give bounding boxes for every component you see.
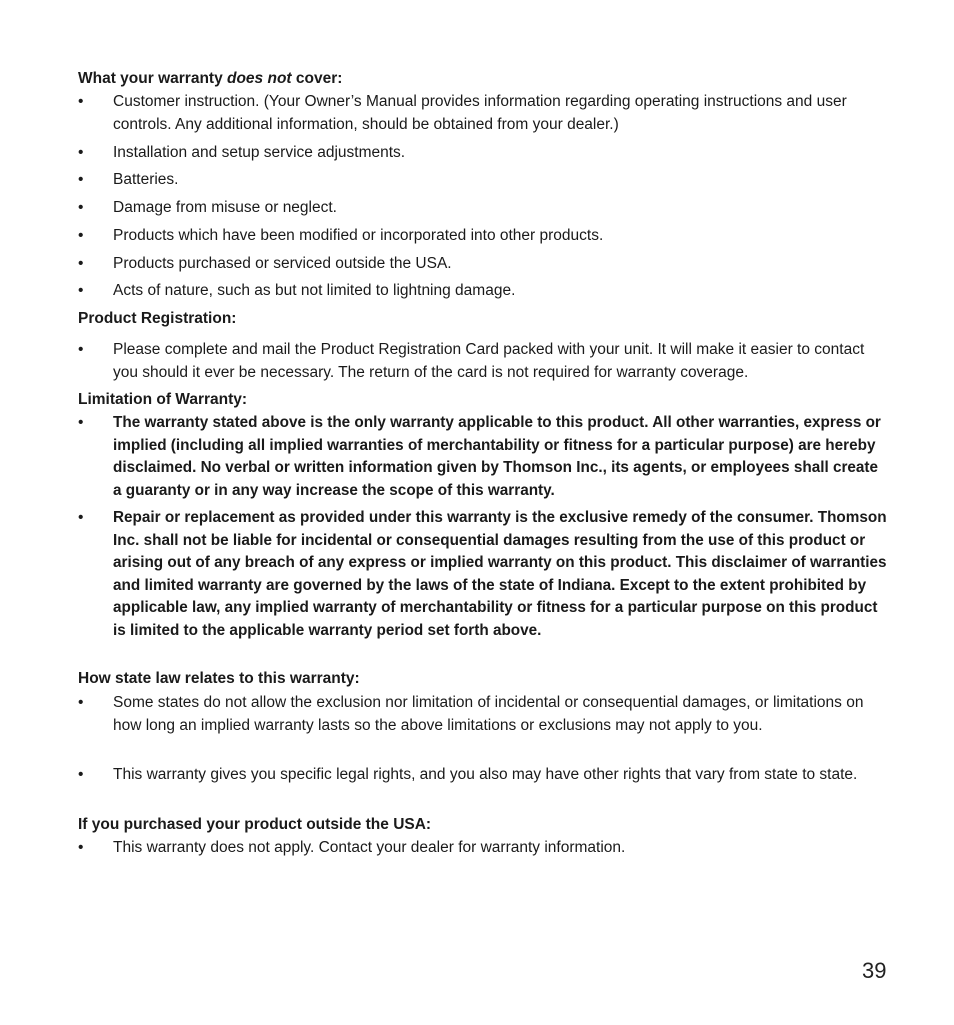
bullet: • xyxy=(78,171,84,188)
bullet: • xyxy=(78,93,84,110)
bullet: • xyxy=(78,144,84,161)
bullet: • xyxy=(78,199,84,216)
not-covered-heading: What your warranty does not cover: xyxy=(78,70,343,87)
bullet: • xyxy=(78,694,84,711)
bullet: • xyxy=(78,766,84,783)
bullet: • xyxy=(78,414,84,431)
state-law-heading: How state law relates to this warranty: xyxy=(78,670,360,687)
bullet: • xyxy=(78,255,84,272)
bullet: • xyxy=(78,282,84,299)
bullet: • xyxy=(78,341,84,358)
bullet: • xyxy=(78,839,84,856)
registration-heading: Product Registration: xyxy=(78,310,237,327)
bullet: • xyxy=(78,509,84,526)
page-number: 39 xyxy=(862,958,887,983)
bullet: • xyxy=(78,227,84,244)
outside-usa-heading: If you purchased your product outside the USA: xyxy=(78,816,432,833)
limitation-heading: Limitation of Warranty: xyxy=(78,391,248,408)
